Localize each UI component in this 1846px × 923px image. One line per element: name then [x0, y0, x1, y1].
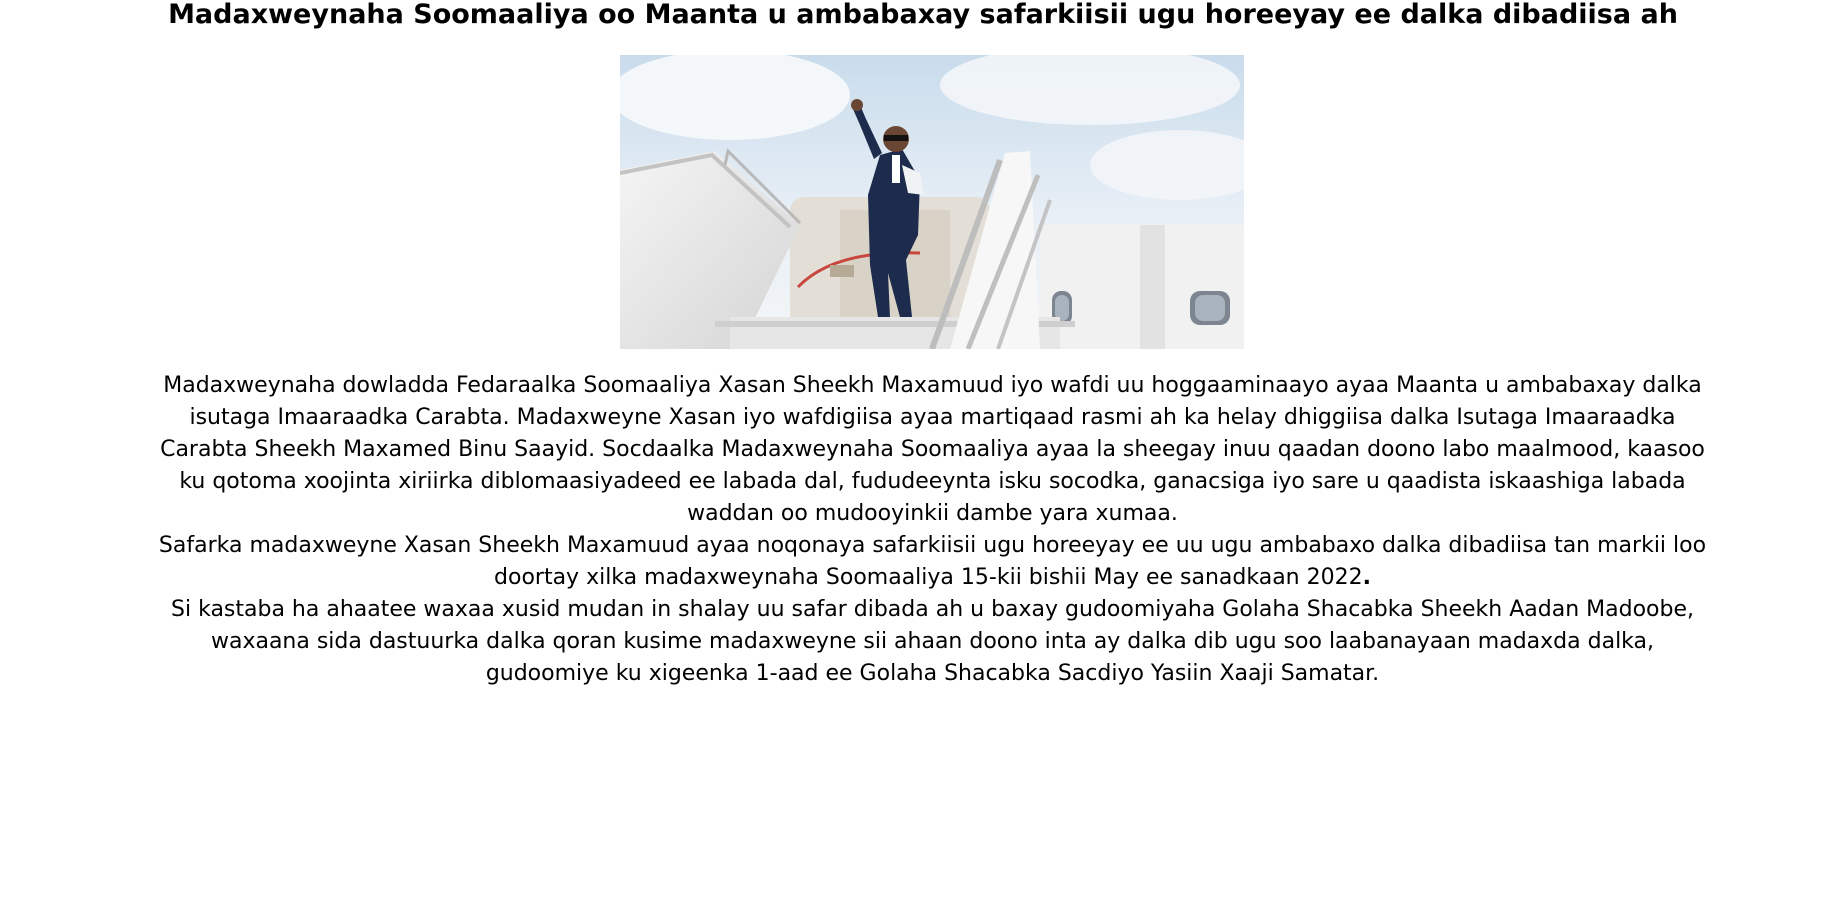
article-headline: Madaxweynaha Soomaaliya oo Maanta u ambabaxay safarkiisii ugu horeeyay ee dalka dibadiisa ah	[168, 0, 1678, 30]
article-paragraph-text: Safarka madaxweyne Xasan Sheekh Maxamuud ayaa noqonaya safarkiisii ugu horeeyay ee uu ugu ambabaxo dalka dibadiisa tan markii loo doortay xilka madaxweynaha Soomaaliya 15-kii bishii May ee sanadkaan 2022	[158, 533, 1707, 590]
president-boarding-plane-photo	[620, 55, 1244, 349]
article-paragraph	[155, 530, 1710, 594]
article-paragraph: Si kastaba ha ahaatee waxaa xusid mudan in shalay uu safar dibada ah u baxay gudoomiyaha Golaha Shacabka Sheekh Aadan Madoobe, waxaana sida dastuurka dalka qoran kusime madaxweyne sii ahaan doono inta ay dalka dib ugu soo laabanayaan madaxda dalka, gudoomiye ku xigeenka 1-aad ee Golaha Shacabka Sacdiyo Yasiin Xaaji Samatar.	[171, 597, 1694, 686]
article-paragraph-period: .	[1362, 565, 1371, 590]
article-body	[155, 370, 1710, 690]
article-paragraph: Madaxweynaha dowladda Fedaraalka Soomaaliya Xasan Sheekh Maxamuud iyo wafdi uu hoggaaminaayo ayaa Maanta u ambabaxay dalka isutaga Imaaraadka Carabta. Madaxweyne Xasan iyo wafdigiisa ayaa martiqaad rasmi ah ka helay dhiggiisa dalka Isutaga Imaaraadka Carabta Sheekh Maxamed Binu Saayid. Socdaalka Madaxweynaha Soomaaliya ayaa la sheegay inuu qaadan doono labo maalmood, kaasoo ku qotoma xoojinta xiriirka diblomaasiyadeed ee labada dal, fududeeynta isku socodka, ganacsiga iyo sare u qaadista iskaashiga labada waddan oo mudooyinkii dambe yara xumaa.	[160, 373, 1705, 526]
